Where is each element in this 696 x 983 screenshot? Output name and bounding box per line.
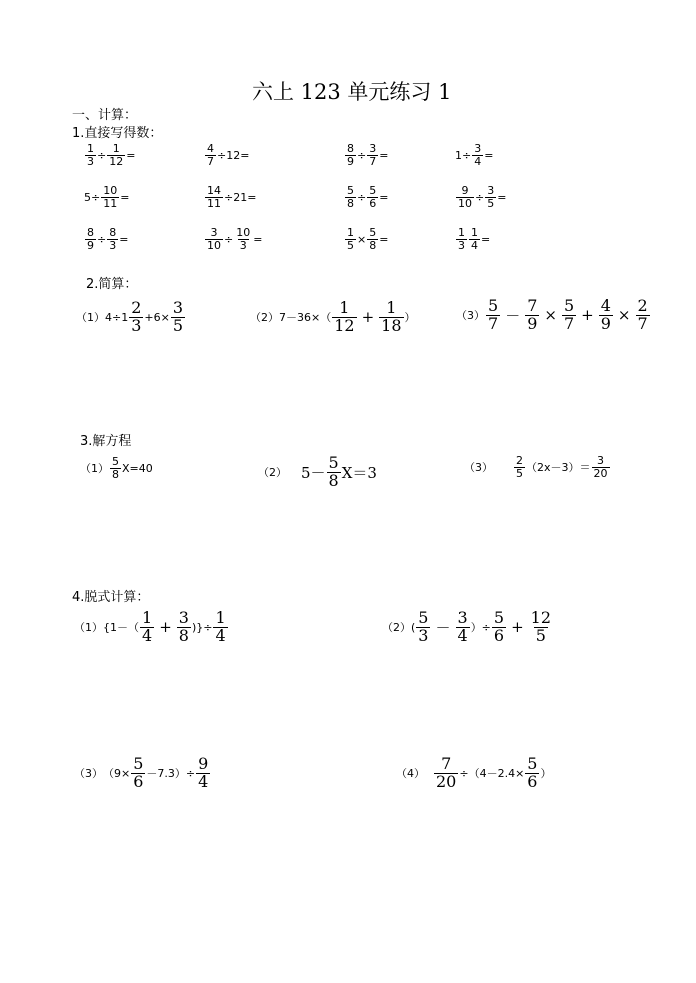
- part-heading: 一、计算：: [72, 108, 138, 123]
- q1-item: 1 ÷ $\frac{3}{4}$ =: [455, 142, 494, 168]
- q4-problem-1: （1） {1－（ $\frac{1}{4}$ + $\frac{3}{8}$ )}÷ $\frac{1}{4}$: [74, 608, 226, 645]
- q2-problem-1: （1） 4÷1 $\frac{2}{3}$ +6× $\frac{3}{5}$: [76, 298, 184, 335]
- q2-problem-3: （3） $\frac{5}{7}$ － $\frac{7}{9}$ × $\frac{5}{7}$ + $\frac{4}{9}$ × $\frac{2}{7}$: [456, 296, 648, 333]
- q4-problem-4: （4） $\frac{7}{20}$ ÷（4－2.4× $\frac{5}{6}$ ）: [396, 754, 552, 791]
- page-title: 六上 123 单元练习 1: [252, 80, 452, 104]
- q1-item: $\frac{1}{3}$ ÷ $\frac{1}{12}$ =: [87, 142, 136, 168]
- q4-problem-3: （3） （9× $\frac{5}{6}$ －7.3）÷ $\frac{9}{4}$: [74, 754, 209, 791]
- q3-problem-1: （1） $\frac{5}{8}$ X=40: [80, 455, 153, 481]
- q3-heading: 3.解方程: [80, 434, 132, 449]
- q1-item: $\frac{14}{11}$ ÷ 21 =: [207, 184, 257, 210]
- q4-problem-2: （2） ( $\frac{5}{3}$ － $\frac{3}{4}$ ）÷ $\frac{5}{6}$ + $\frac{12}{5}$: [382, 608, 552, 645]
- q1-item: $\frac{8}{9}$ ÷ $\frac{3}{7}$ =: [347, 142, 389, 168]
- q1-item: $\frac{9}{10}$ ÷ $\frac{3}{5}$ =: [458, 184, 507, 210]
- q1-item: 5 ÷ $\frac{10}{11}$ =: [84, 184, 130, 210]
- q1-item: $\frac{3}{10}$ ÷ $\frac{10}{3}$ =: [207, 226, 263, 252]
- q1-item: $\frac{1}{5}$ × $\frac{5}{8}$ =: [347, 226, 389, 252]
- q1-item: $\frac{8}{9}$ ÷ $\frac{8}{3}$ =: [87, 226, 129, 252]
- q1-item: $\frac{1}{3}$ $\frac{1}{4}$ =: [458, 226, 491, 252]
- q4-heading: 4.脱式计算：: [72, 590, 150, 605]
- q1-item: $\frac{5}{8}$ ÷ $\frac{5}{6}$ =: [347, 184, 389, 210]
- q1-heading: 1.直接写得数：: [72, 126, 163, 141]
- q3-problem-3: （3） $\frac{2}{5}$ （2x－3）＝ $\frac{3}{20}$: [464, 454, 608, 480]
- q1-item: $\frac{4}{7}$ ÷ 12 =: [207, 142, 250, 168]
- q2-problem-2: （2） 7－36×（ $\frac{1}{12}$ + $\frac{1}{18}$ ）: [250, 298, 416, 335]
- q2-heading: 2.简算：: [86, 277, 138, 292]
- q3-problem-2: （2） 5－ $\frac{5}{8}$ X＝3: [258, 453, 377, 490]
